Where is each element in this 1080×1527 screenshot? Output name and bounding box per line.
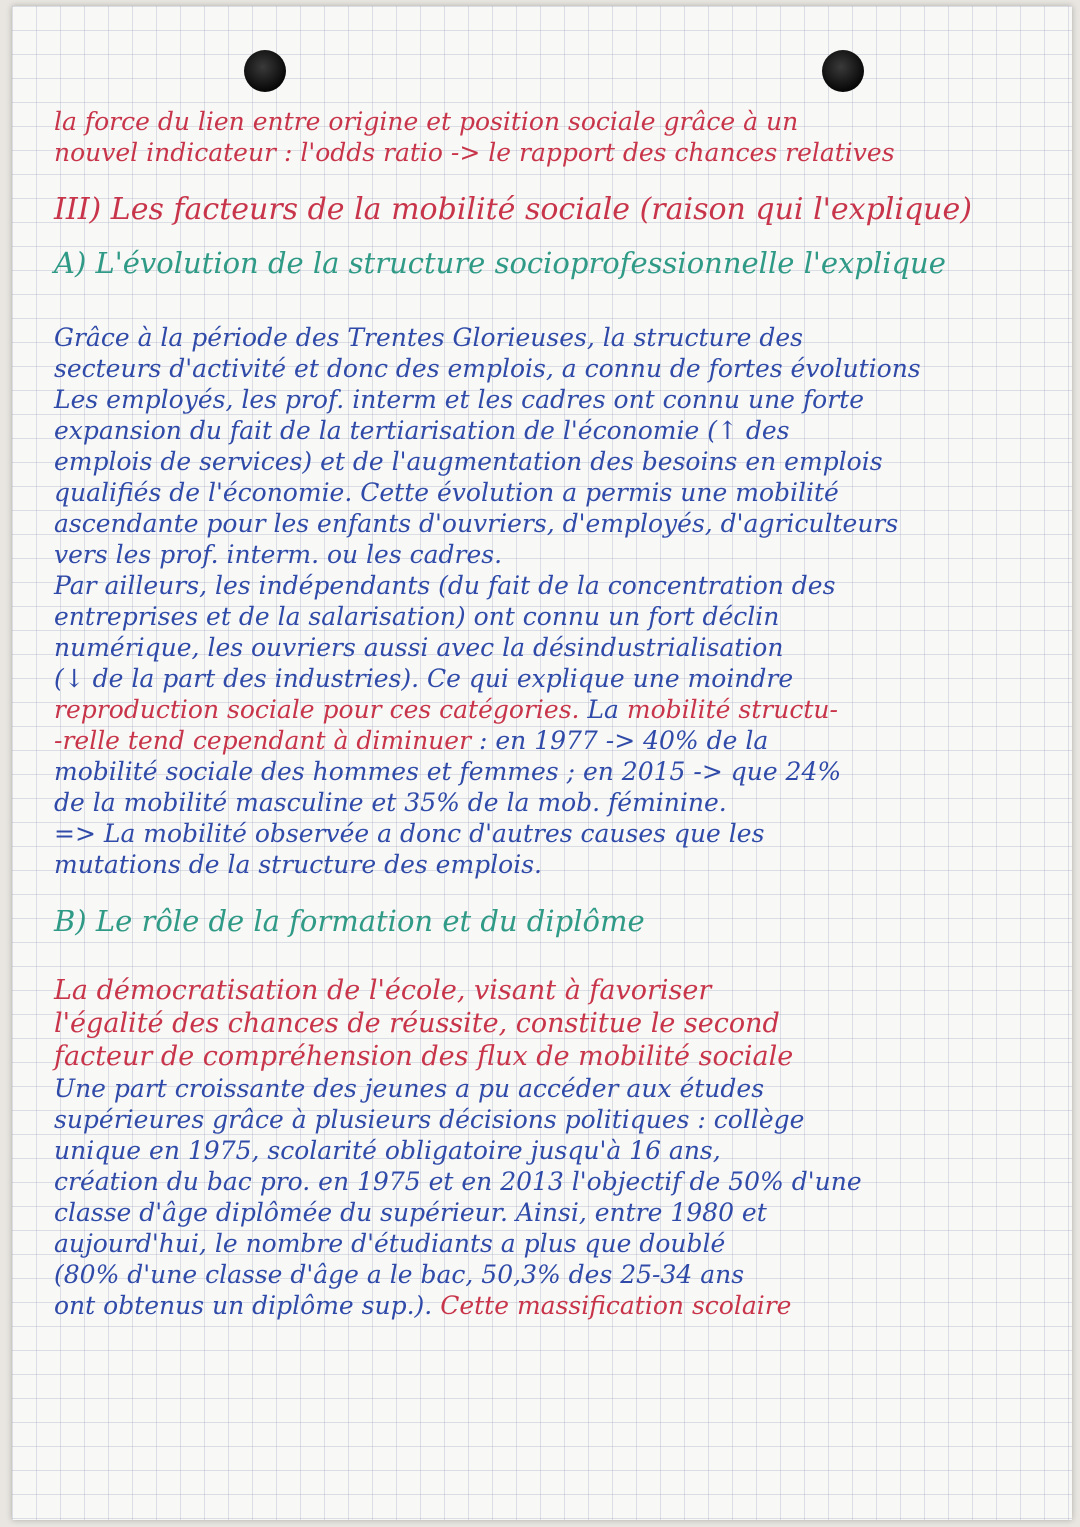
intro-paragraph	[54, 106, 1054, 168]
text-line: supérieures grâce à plusieurs décisions politiques : collège	[54, 1105, 805, 1134]
text-line-mixed	[54, 725, 1054, 756]
text-line: => La mobilité observée a donc d'autres causes que les	[54, 819, 765, 848]
text-line: facteur de compréhension des flux de mobilité sociale	[54, 1041, 794, 1072]
text-line: emplois de services) et de l'augmentation des besoins en emplois	[54, 447, 883, 476]
text-line: secteurs d'activité et donc des emplois, a connu de fortes évolutions	[54, 354, 921, 383]
text-line: expansion du fait de la tertiarisation de l'économie (↑ des	[54, 416, 790, 445]
text-line: création du bac pro. en 1975 et en 2013 l'objectif de 50% d'une	[54, 1167, 862, 1196]
text-span-red: mobilité structu-	[618, 695, 838, 724]
text-line: entreprises et de la salarisation) ont connu un fort déclin	[54, 602, 780, 631]
text-span-red: -relle tend cependant à diminuer	[54, 726, 472, 755]
text-line: ascendante pour les enfants d'ouvriers, d'employés, d'agriculteurs	[54, 509, 899, 538]
text-span-red: Cette massification scolaire	[432, 1291, 792, 1320]
text-line: nouvel indicateur : l'odds ratio -> le rapport des chances relatives	[54, 138, 895, 167]
paragraph-b-intro	[54, 974, 1054, 1073]
text-line: mutations de la structure des emplois.	[54, 850, 542, 879]
text-line: Par ailleurs, les indépendants (du fait de la concentration des	[54, 571, 836, 600]
text-line: la force du lien entre origine et position sociale grâce à un	[54, 107, 799, 136]
text-line: qualifiés de l'économie. Cette évolution a permis une mobilité	[54, 478, 839, 507]
punch-hole-left	[244, 50, 286, 92]
text-span-red: reproduction sociale pour ces catégories.	[54, 695, 580, 724]
text-line: La démocratisation de l'école, visant à favoriser	[54, 975, 712, 1006]
text-line: Les employés, les prof. interm et les cadres ont connu une forte	[54, 385, 865, 414]
text-line: Une part croissante des jeunes a pu accéder aux études	[54, 1074, 765, 1103]
text-line: mobilité sociale des hommes et femmes ; en 2015 -> que 24%	[54, 757, 842, 786]
text-line-mixed	[54, 1290, 1054, 1321]
text-line: l'égalité des chances de réussite, constitue le second	[54, 1008, 780, 1039]
text-line: classe d'âge diplômée du supérieur. Ainsi, entre 1980 et	[54, 1198, 767, 1227]
spacer	[54, 880, 1054, 902]
paragraph-b	[54, 1073, 1054, 1321]
text-line: (↓ de la part des industries). Ce qui explique une moindre	[54, 664, 794, 693]
text-line-mixed	[54, 694, 1054, 725]
punch-hole-right	[822, 50, 864, 92]
text-span-blue: : en 1977 -> 40% de la	[471, 726, 769, 755]
subsection-a-title: A) L'évolution de la structure socioprofessionnelle l'explique	[54, 246, 946, 280]
paragraph-a	[54, 322, 1054, 880]
text-line: (80% d'une classe d'âge a le bac, 50,3% des 25-34 ans	[54, 1260, 745, 1289]
section-title: III) Les facteurs de la mobilité sociale (raison qui l'explique)	[54, 192, 972, 227]
text-line: aujourd'hui, le nombre d'étudiants a plus que doublé	[54, 1229, 726, 1258]
text-line: unique en 1975, scolarité obligatoire jusqu'à 16 ans,	[54, 1136, 721, 1165]
text-span-blue: ont obtenus un diplôme sup.).	[54, 1291, 433, 1320]
notebook-page	[12, 6, 1072, 1520]
handwritten-notes	[54, 106, 1054, 1321]
text-line: de la mobilité masculine et 35% de la mob. féminine.	[54, 788, 727, 817]
subsection-b-title: B) Le rôle de la formation et du diplôme	[54, 904, 645, 938]
text-span-blue: La	[579, 695, 619, 724]
text-line: Grâce à la période des Trentes Glorieuses, la structure des	[54, 323, 803, 352]
text-line: numérique, les ouvriers aussi avec la désindustrialisation	[54, 633, 784, 662]
text-line: vers les prof. interm. ou les cadres.	[54, 540, 503, 569]
